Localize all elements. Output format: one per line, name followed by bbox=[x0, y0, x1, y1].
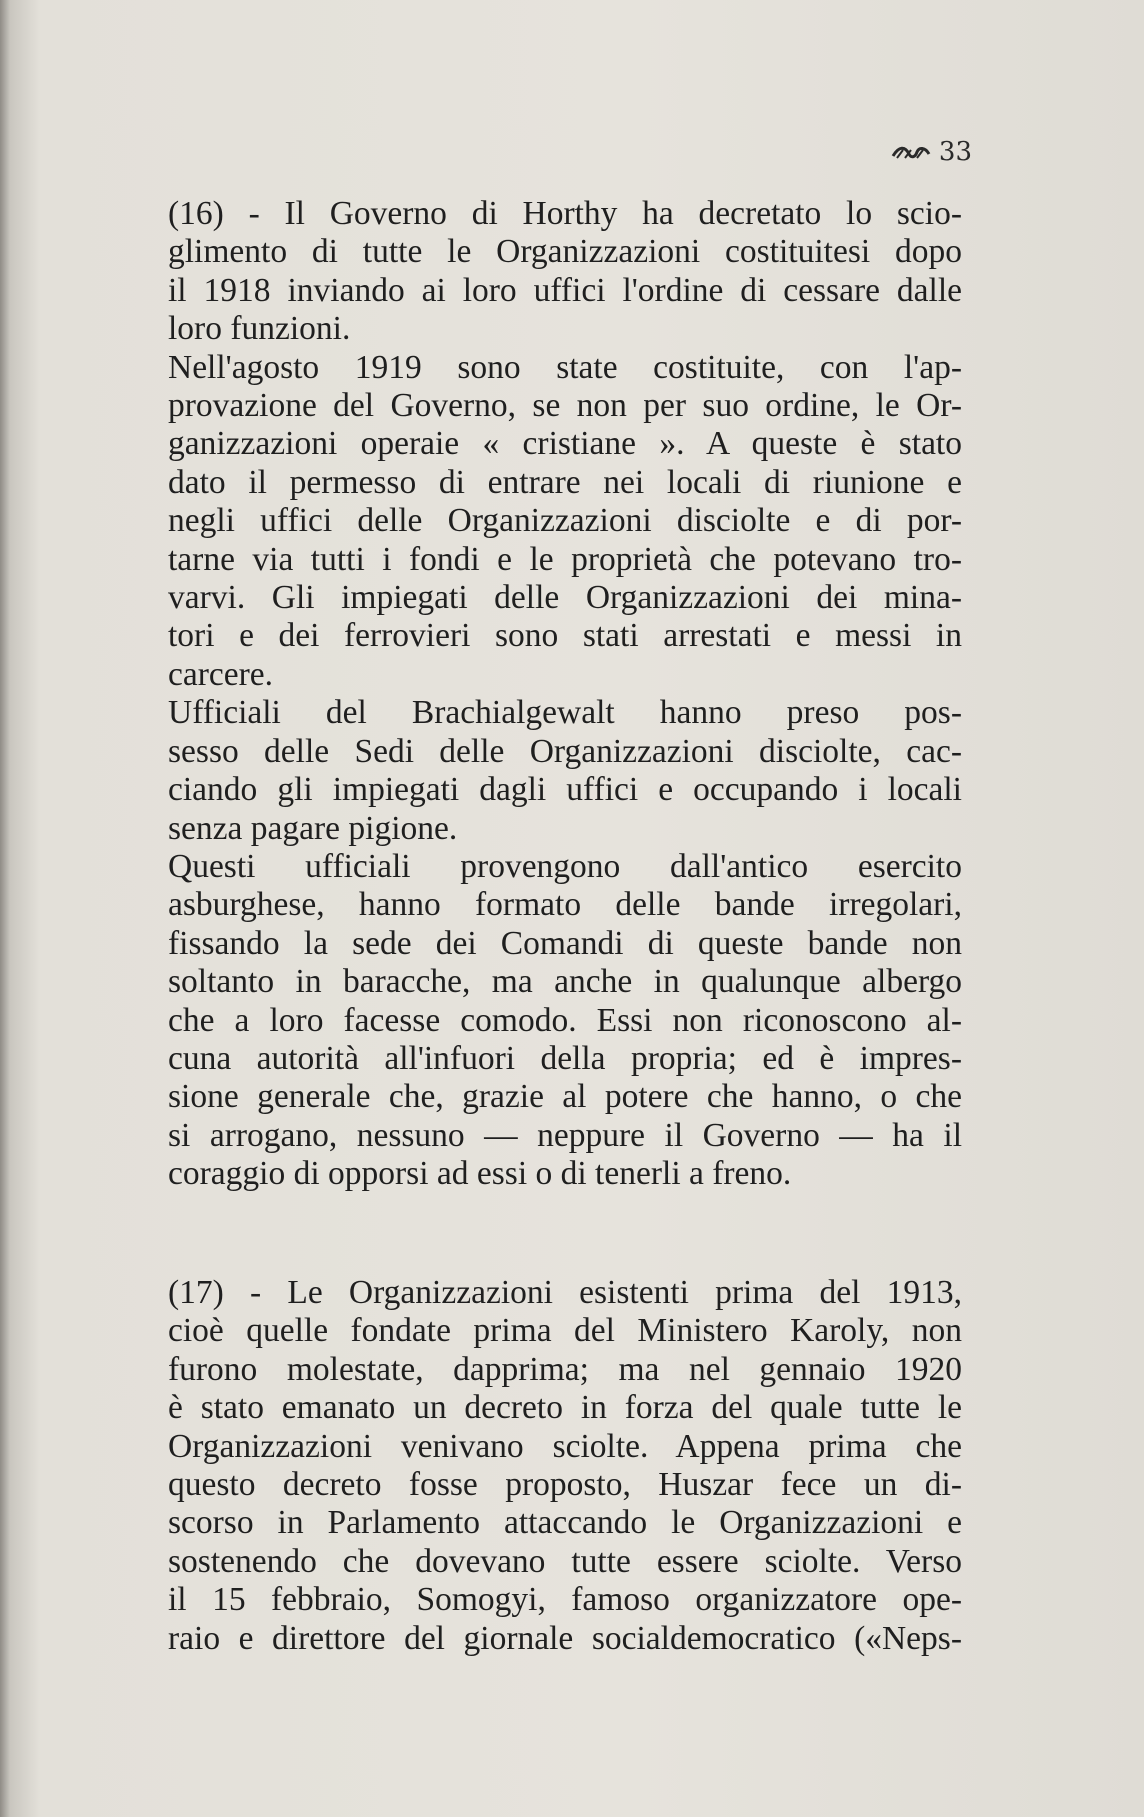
text-line: (17) - Le Organizzazioni esistenti prima del 1913, bbox=[168, 1274, 962, 1311]
text-line: Questi ufficiali provengono dall'antico esercito bbox=[168, 847, 962, 885]
paragraph bbox=[88, 694, 962, 848]
text-line: negli uffici delle Organizzazioni disciolte e di por- bbox=[168, 502, 962, 540]
footnote-16 bbox=[88, 195, 962, 1194]
text-line: questo decreto fosse proposto, Huszar fece un di- bbox=[168, 1466, 962, 1504]
text-line: si arrogano, nessuno — neppure il Governo — ha il bbox=[168, 1116, 962, 1154]
text-line: Organizzazioni venivano sciolte. Appena prima che bbox=[168, 1427, 962, 1465]
paragraph bbox=[88, 1274, 962, 1658]
ornament-icon bbox=[891, 142, 931, 162]
paragraph bbox=[88, 848, 962, 1194]
text-line: scorso in Parlamento attaccando le Organizzazioni e bbox=[168, 1504, 962, 1542]
paragraph bbox=[88, 349, 962, 695]
text-line: sesso delle Sedi delle Organizzazioni disciolte, cac- bbox=[168, 732, 962, 770]
text-line: sostenendo che dovevano tutte essere sciolte. Verso bbox=[168, 1542, 962, 1580]
text-line: Ufficiali del Brachialgewalt hanno preso pos- bbox=[168, 694, 962, 732]
text-line: è stato emanato un decreto in forza del quale tutte le bbox=[168, 1389, 962, 1427]
page-number: 33 bbox=[938, 137, 972, 167]
text-line: provazione del Governo, se non per suo ordine, le Or- bbox=[168, 387, 962, 425]
text-line: cuna autorità all'infuori della propria; ed è impres- bbox=[168, 1039, 962, 1077]
text-line: sione generale che, grazie al potere che hanno, o che bbox=[168, 1078, 962, 1116]
page-header bbox=[891, 137, 972, 167]
footnote-17 bbox=[88, 1274, 962, 1658]
text-line: ciando gli impiegati dagli uffici e occupando i locali bbox=[168, 771, 962, 809]
paragraph bbox=[88, 195, 962, 349]
text-line: tori e dei ferrovieri sono stati arrestati e messi in bbox=[168, 617, 962, 655]
text-line: Nell'agosto 1919 sono state costituite, con l'ap- bbox=[168, 348, 962, 386]
text-line: senza pagare pigione. bbox=[168, 809, 458, 847]
text-line: dato il permesso di entrare nei locali di riunione e bbox=[168, 463, 962, 501]
text-line: varvi. Gli impiegati delle Organizzazioni dei mina- bbox=[168, 579, 962, 617]
text-line: asburghese, hanno formato delle bande irregolari, bbox=[168, 886, 962, 924]
text-line: il 15 febbraio, Somogyi, famoso organizzatore ope- bbox=[168, 1581, 962, 1619]
text-line: furono molestate, dapprima; ma nel gennaio 1920 bbox=[168, 1350, 962, 1388]
text-line: soltanto in baracche, ma anche in qualunque albergo bbox=[168, 963, 962, 1001]
text-line: glimento di tutte le Organizzazioni costituitesi dopo bbox=[168, 233, 962, 271]
text-line: loro funzioni. bbox=[168, 310, 351, 348]
text-line: il 1918 inviando ai loro uffici l'ordine di cessare dalle bbox=[168, 271, 962, 309]
text-line: (16) - Il Governo di Horthy ha decretato lo scio- bbox=[168, 195, 962, 232]
text-line: che a loro facesse comodo. Essi non riconoscono al- bbox=[168, 1001, 962, 1039]
text-line: coraggio di opporsi ad essi o di tenerli a freno. bbox=[168, 1155, 792, 1193]
text-line: cioè quelle fondate prima del Ministero Karoly, non bbox=[168, 1312, 962, 1350]
text-line: tarne via tutti i fondi e le proprietà che potevano tro- bbox=[168, 540, 962, 578]
text-line: carcere. bbox=[168, 655, 274, 693]
text-line: ganizzazioni operaie « cristiane ». A queste è stato bbox=[168, 425, 962, 463]
text-line: raio e direttore del giornale socialdemocratico («Neps- bbox=[168, 1619, 962, 1657]
text-line: fissando la sede dei Comandi di queste bande non bbox=[168, 924, 962, 962]
